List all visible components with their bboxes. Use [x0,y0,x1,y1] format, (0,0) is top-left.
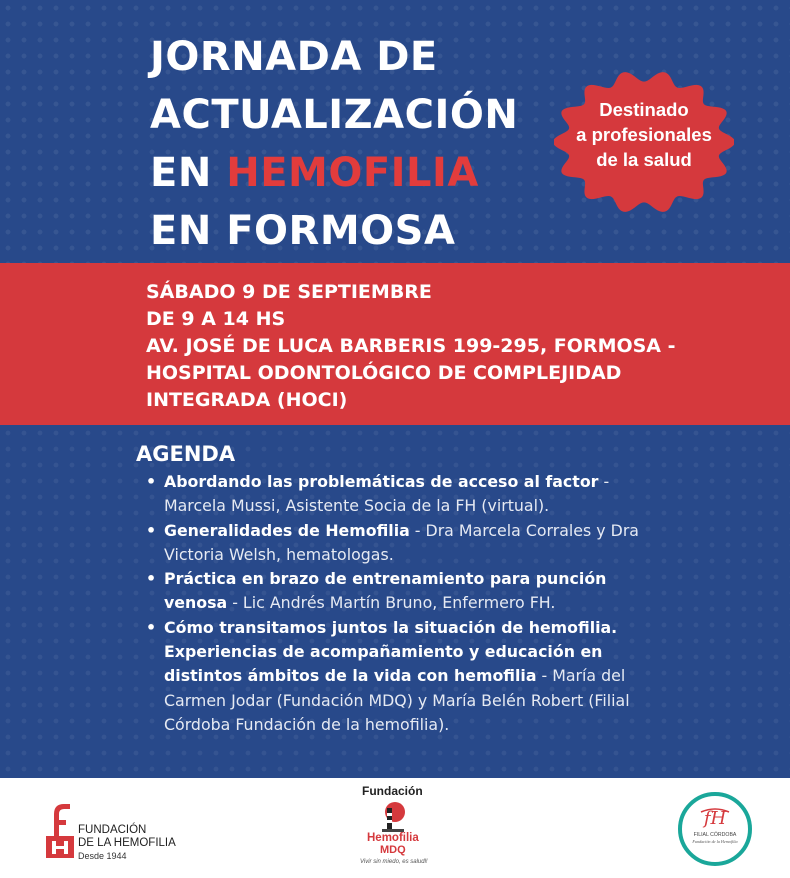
fh-emblem-icon [44,792,78,862]
title-line-4: EN FORMOSA [150,208,456,254]
mdq-logo-tagline: Vivir sin miedo, es saludl! [360,859,428,865]
agenda-topic: Generalidades de Hemofilia [164,520,410,540]
agenda-section [0,425,790,778]
event-venue-line-1: HOSPITAL ODONTOLÓGICO DE COMPLEJIDAD [146,362,622,384]
fundacion-hemofilia-logo [44,792,194,862]
title-line-2: ACTUALIZACIÓN [150,92,519,138]
audience-badge [554,70,734,214]
filial-cordoba-circle-icon [677,791,753,867]
bullet-icon: • [146,520,157,540]
event-details [146,279,676,414]
event-date: SÁBADO 9 DE SEPTIEMBRE [146,281,432,303]
event-address: AV. JOSÉ DE LUCA BARBERIS 199-295, FORMOSA - [146,335,676,357]
bullet-icon: • [146,617,157,637]
fundacion-mdq-logo [356,782,432,874]
filial-line-2: Fundación de la Hemofilia [692,839,738,844]
badge-line-2: a profesionales [576,124,712,145]
badge-line-1: Destinado [599,99,689,120]
bullet-icon: • [146,569,157,589]
fh-logo-line-2: DE LA HEMOFILIA [78,837,176,849]
agenda-topic: Cómo transitamos juntos la situación de hemofilia. Experiencias de acompañamiento y educación en distintos ámbitos de la vida con hemofilia [164,617,618,686]
badge-text [554,97,734,172]
title-line-3 [150,144,518,202]
mdq-logo-name: Hemofilia [367,832,419,844]
agenda-speakers: - Marcela Mussi, Asistente Socia de la FH (virtual). [164,472,610,516]
agenda-topic: Práctica en brazo de entrenamiento para punción venosa [164,569,607,613]
filial-cordoba-logo [677,791,753,867]
badge-line-3: de la salud [596,149,692,170]
fh-logo-line-1: FUNDACIÓN [78,824,147,836]
event-venue-line-2: INTEGRADA (HOCI) [146,389,348,411]
event-title [150,28,518,260]
agenda-title: AGENDA [136,442,236,466]
bullet-icon: • [146,472,157,491]
title-line-3-prefix: EN [150,150,227,196]
title-line-1: JORNADA DE [150,34,438,80]
agenda-item [146,519,666,568]
filial-line-1: FILIAL CÓRDOBA [693,832,737,838]
title-highlight: HEMOFILIA [226,150,479,196]
mdq-logo-name-2: MDQ [380,844,406,856]
fh-logo-text [78,824,176,863]
agenda-item [146,616,666,737]
agenda-speakers: - Dra Marcela Corrales y Dra Victoria Welsh, hematologas. [164,520,639,564]
filial-mark: fH [703,808,727,829]
event-time: DE 9 A 14 HS [146,308,286,330]
event-info-band [0,263,790,425]
agenda-speakers: - María del Carmen Jodar (Fundación MDQ) y María Belén Robert (Filial Córdoba Fundación de la hemofilia). [164,666,630,734]
title-section [0,0,790,263]
agenda-list [146,470,666,737]
lighthouse-icon [376,800,410,832]
fh-logo-line-3: Desde 1944 [78,851,127,861]
mdq-logo-top: Fundación [362,784,423,798]
sponsor-footer [0,778,790,878]
agenda-item [146,470,666,519]
agenda-speakers: - Lic Andrés Martín Bruno, Enfermero FH. [227,593,556,613]
agenda-item [146,567,666,616]
agenda-topic: Abordando las problemáticas de acceso al factor [164,472,599,491]
